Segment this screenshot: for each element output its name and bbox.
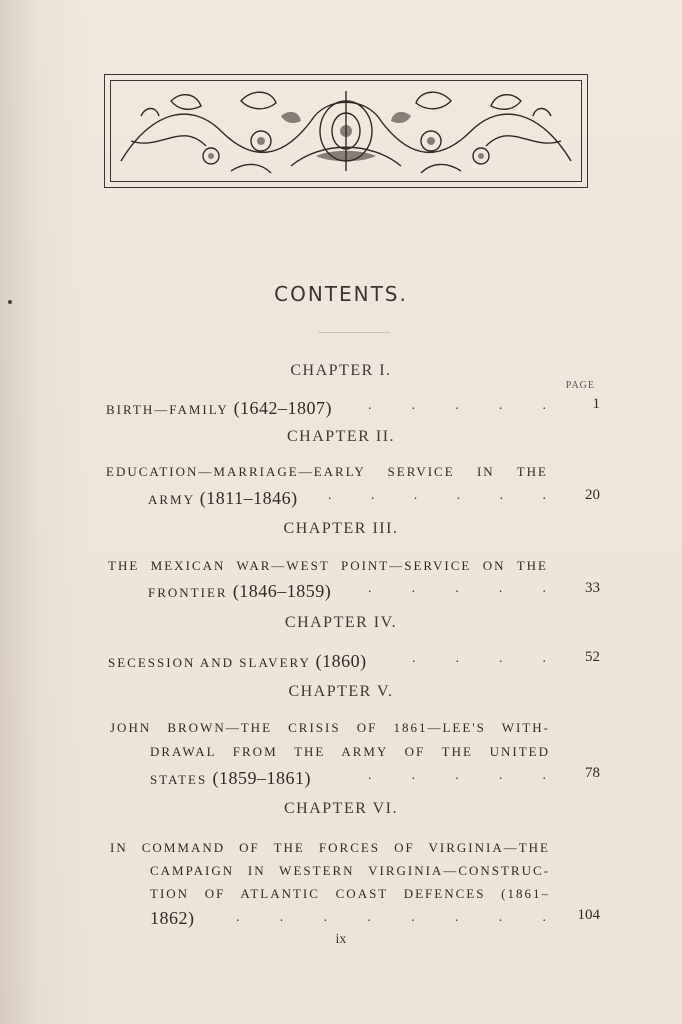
entry-years: (1860) [315,651,367,671]
entry-line [148,581,331,602]
entry-line [150,908,195,929]
entry-line: EDUCATION—MARRIAGE—EARLY SERVICE IN THE [106,464,548,479]
entry-line: DRAWAL FROM THE ARMY OF THE UNITED [150,744,550,759]
entry-years: (1859–1861) [212,768,311,788]
chapter-heading: CHAPTER VI. [284,800,398,817]
entry-line: CAMPAIGN IN WESTERN VIRGINIA—CONSTRUC- [150,863,550,878]
page-number: 52 [585,649,600,665]
page-column-header: PAGE [565,380,595,391]
title-divider [318,332,390,333]
chapter-heading: CHAPTER IV. [284,614,398,631]
chapter-heading: CHAPTER II. [286,428,396,445]
entry-years: (1846–1859) [232,581,332,601]
floral-ornament-icon [111,81,581,181]
page-number: 20 [585,487,600,503]
dot-leader: . . . . . . [328,488,546,503]
page-number: 1 [592,396,600,412]
entry-line [106,398,332,419]
dot-leader: . . . . [412,651,546,666]
entry-line: IN COMMAND OF THE FORCES OF VIRGINIA—THE [110,840,550,855]
chapter-heading: CHAPTER III. [283,520,399,537]
entry-text: SECESSION AND SLAVERY [108,655,311,670]
entry-text: STATES [150,772,208,787]
entry-years: (1642–1807) [233,398,333,418]
entry-text: BIRTH—FAMILY [106,402,229,417]
dot-leader: . . . . . [368,398,546,413]
entry-line [148,488,298,509]
entry-line: JOHN BROWN—THE CRISIS OF 1861—LEE'S WITH- [110,720,550,735]
chapter-heading: CHAPTER I. [290,362,392,379]
entry-line [150,768,311,789]
entry-years: (1811–1846) [199,488,298,508]
folio-number: ix [335,932,347,947]
dot-leader: . . . . . [368,768,546,783]
entry-text: 1862) [150,908,195,928]
entry-line: THE MEXICAN WAR—WEST POINT—SERVICE ON THE [108,558,548,573]
chapter-heading: CHAPTER V. [288,683,394,700]
page-number: 78 [585,765,600,781]
page-number: 33 [585,580,600,596]
decorative-headpiece [104,74,588,188]
dot-leader: . . . . . . . . [236,910,546,925]
dot-leader: . . . . . [368,581,546,596]
entry-text: FRONTIER [148,585,228,600]
page-number: 104 [577,907,600,923]
entry-text: ARMY [148,492,195,507]
entry-line: TION OF ATLANTIC COAST DEFENCES (1861– [150,886,550,901]
page-title: CONTENTS. [274,282,408,306]
entry-line [108,651,367,672]
